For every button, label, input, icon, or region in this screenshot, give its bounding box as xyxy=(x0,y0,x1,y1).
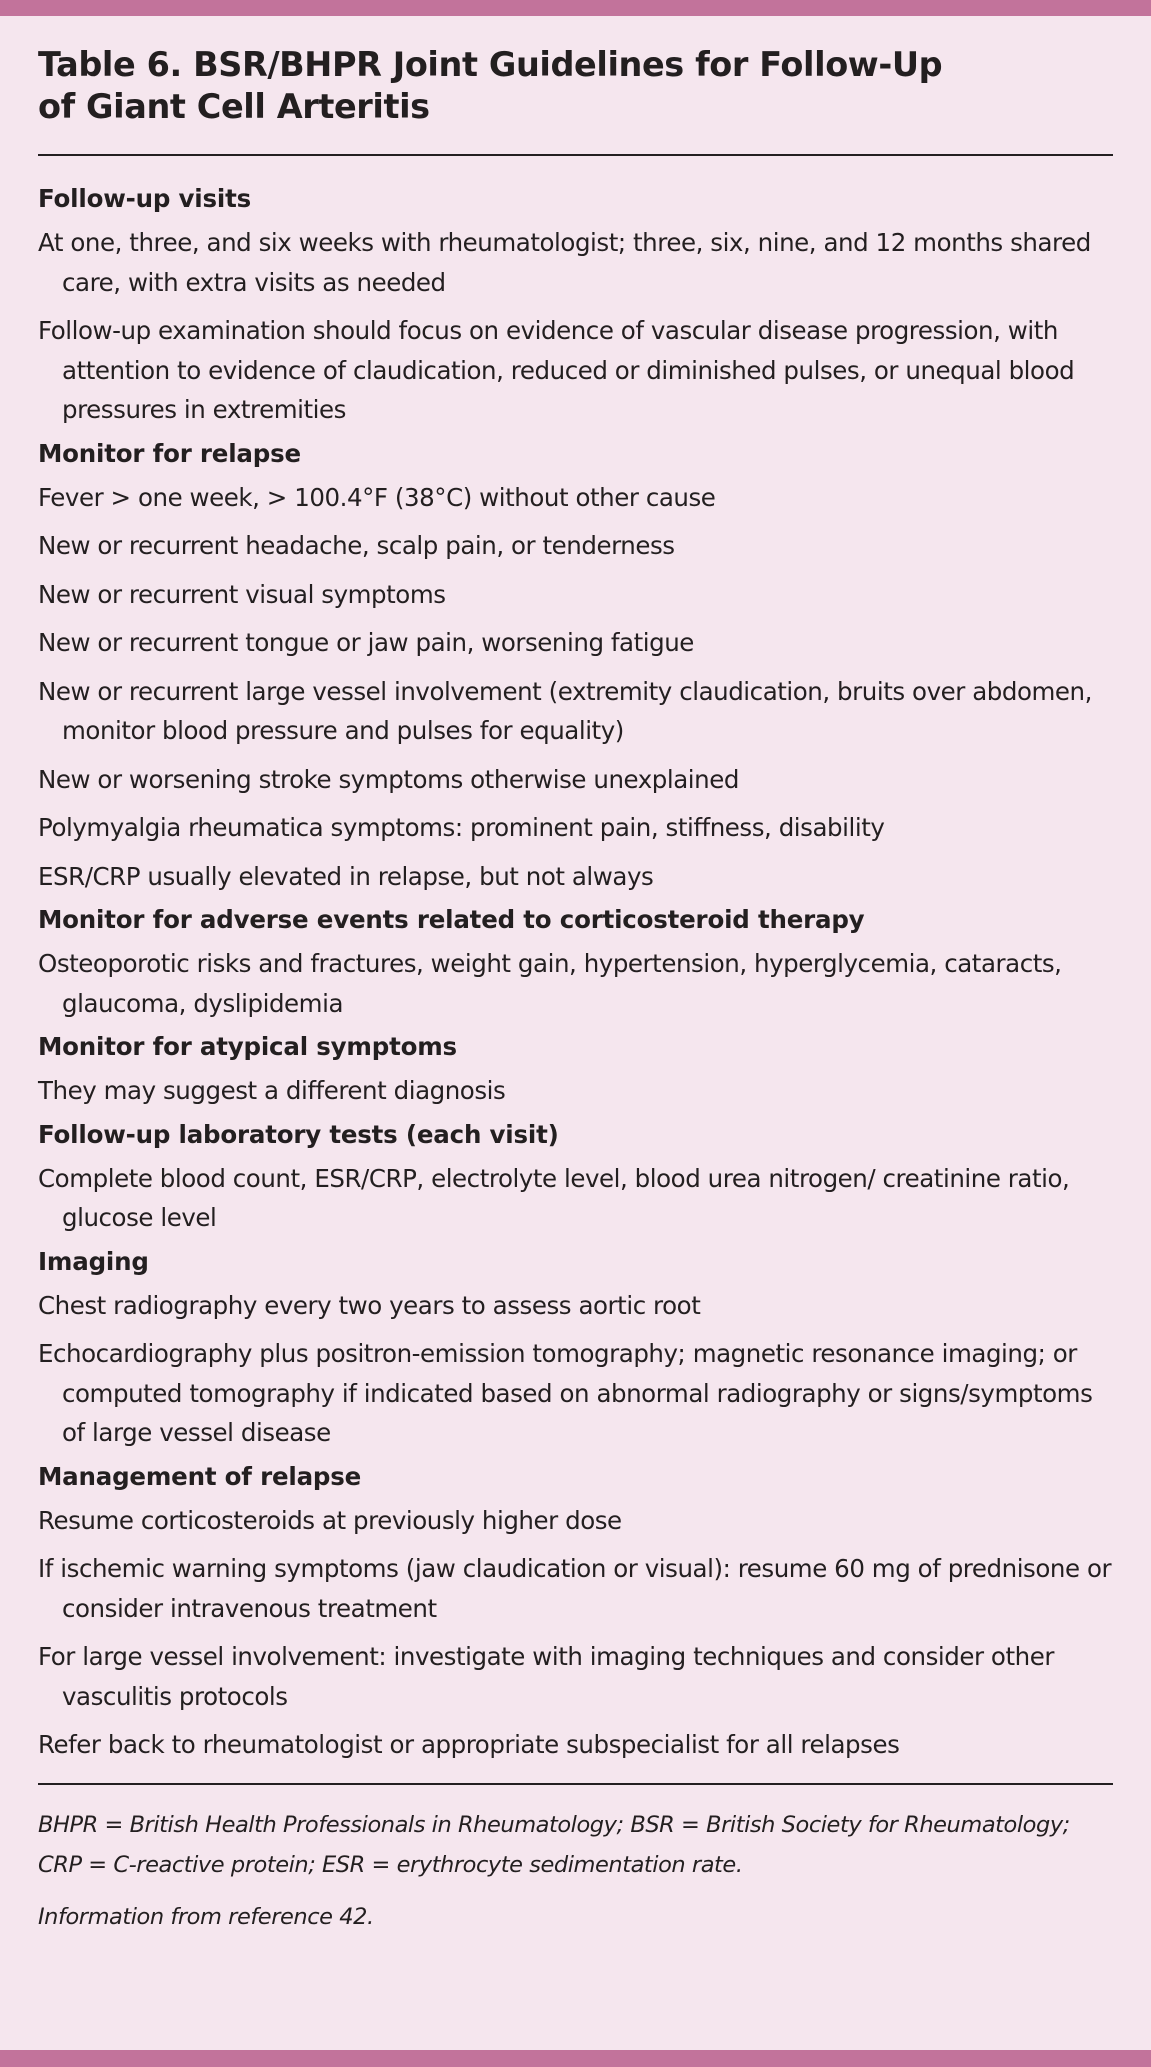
list-item: New or recurrent large vessel involvement (extremity claudication, bruits over abdomen, monitor blood pressure and pulses for equality) xyxy=(38,676,1092,745)
table-title-line-1: Table 6. BSR/BHPR Joint Guidelines for Follow-Up xyxy=(38,45,943,84)
section-adverse-events xyxy=(38,905,1113,1023)
section-management-of-relapse xyxy=(38,1462,1113,1765)
table-title-line-2: of Giant Cell Arteritis xyxy=(38,87,430,126)
bottom-accent-bar xyxy=(0,2050,1151,2067)
top-accent-bar xyxy=(0,0,1151,16)
section-laboratory-tests xyxy=(38,1120,1113,1238)
list-item: Polymyalgia rheumatica symptoms: prominent pain, stiffness, disability xyxy=(38,813,885,842)
section-heading: Management of relapse xyxy=(38,1461,362,1491)
section-imaging xyxy=(38,1247,1113,1453)
abbreviations-footnote: BHPR = British Health Professionals in Rheumatology; BSR = British Society for Rheumatology; CRP = C-reactive protein; ESR = erythrocyte sedimentation rate. xyxy=(38,1811,1070,1878)
list-item: If ischemic warning symptoms (jaw claudication or visual): resume 60 mg of prednisone or consider intravenous treatment xyxy=(38,1554,1112,1623)
list-item: They may suggest a different diagnosis xyxy=(38,1076,506,1105)
section-heading: Monitor for atypical symptoms xyxy=(38,1032,457,1061)
list-item: At one, three, and six weeks with rheumatologist; three, six, nine, and 12 months shared care, with extra visits as needed xyxy=(38,228,1091,297)
list-item: Chest radiography every two years to assess aortic root xyxy=(38,1290,701,1320)
list-item: Follow-up examination should focus on evidence of vascular disease progression, with attention to evidence of claudication, reduced or diminished pulses, or unequal blood pressures in extremities xyxy=(38,316,1075,424)
section-heading: Follow-up laboratory tests (each visit) xyxy=(38,1119,559,1149)
table-body xyxy=(38,184,1113,1765)
section-heading: Monitor for adverse events related to corticosteroid therapy xyxy=(38,905,865,934)
list-item: New or worsening stroke symptoms otherwise unexplained xyxy=(38,764,739,794)
table-container xyxy=(38,44,1113,1937)
section-heading: Monitor for relapse xyxy=(38,438,301,468)
source-note: Information from reference 42. xyxy=(38,1903,374,1930)
section-atypical-symptoms xyxy=(38,1032,1113,1111)
section-monitor-for-relapse xyxy=(38,439,1113,897)
section-heading: Follow-up visits xyxy=(38,184,251,213)
list-item: Echocardiography plus positron-emission tomography; magnetic resonance imaging; or computed tomography if indicated based on abnormal radiography or signs/symptoms of large vessel disease xyxy=(38,1339,1093,1447)
list-item: Osteoporotic risks and fractures, weight gain, hypertension, hyperglycemia, cataracts, glaucoma, dyslipidemia xyxy=(38,949,1062,1018)
list-item: Complete blood count, ESR/CRP, electrolyte level, blood urea nitrogen/ creatinine ratio, glucose level xyxy=(38,1163,1070,1232)
list-item: For large vessel involvement: investigate with imaging techniques and consider other vasculitis protocols xyxy=(38,1642,1054,1711)
section-follow-up-visits xyxy=(38,184,1113,430)
list-item: New or recurrent headache, scalp pain, or tenderness xyxy=(38,531,675,560)
footer-divider xyxy=(38,1783,1113,1785)
list-item: ESR/CRP usually elevated in relapse, but not always xyxy=(38,861,654,891)
title-divider xyxy=(38,154,1113,156)
list-item: New or recurrent visual symptoms xyxy=(38,579,446,609)
list-item: New or recurrent tongue or jaw pain, worsening fatigue xyxy=(38,628,694,657)
section-heading: Imaging xyxy=(38,1246,149,1276)
table-title xyxy=(38,44,1113,128)
list-item: Fever > one week, > 100.4°F (38°C) without other cause xyxy=(38,482,716,512)
list-item: Resume corticosteroids at previously higher dose xyxy=(38,1505,622,1535)
list-item: Refer back to rheumatologist or appropriate subspecialist for all relapses xyxy=(38,1730,900,1759)
